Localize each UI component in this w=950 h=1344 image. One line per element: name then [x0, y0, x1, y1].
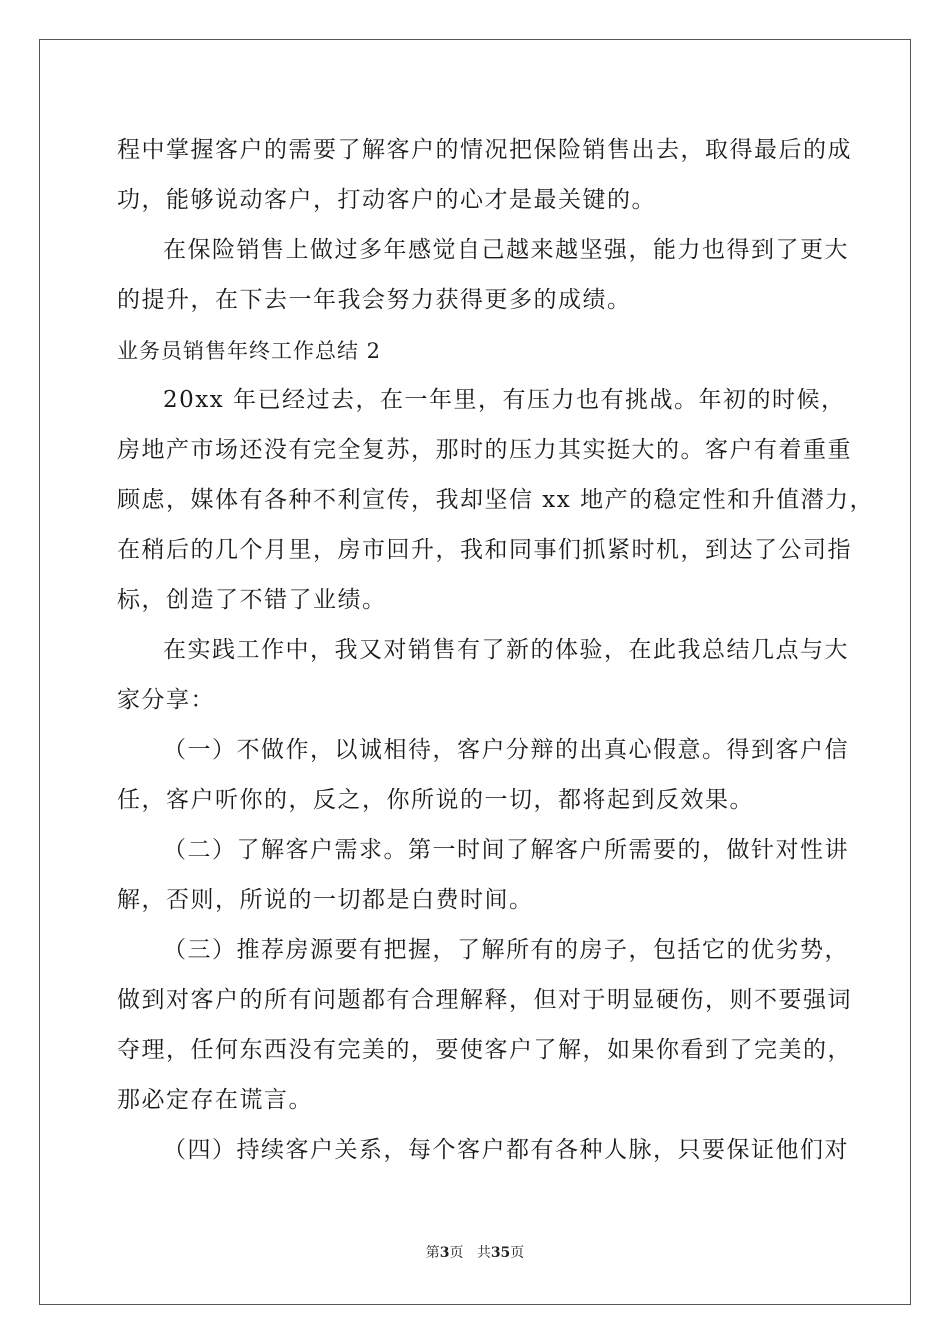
paragraph-start-line: 在实践工作中，我又对销售有了新的体验，在此我总结几点与大 [163, 637, 849, 663]
body-line: 标，创造了不错了业绩。 [117, 587, 387, 613]
paragraph-start-line: （四）持续客户关系，每个客户都有各种人脉，只要保证他们对 [163, 1137, 849, 1163]
page-footer [0, 1243, 950, 1263]
paragraph-start-line: 在保险销售上做过多年感觉自己越来越坚强，能力也得到了更大 [163, 237, 849, 263]
body-line: 的提升，在下去一年我会努力获得更多的成绩。 [117, 287, 632, 313]
body-line: 任，客户听你的，反之，你所说的一切，都将起到反效果。 [117, 787, 754, 813]
page-border [39, 39, 911, 1305]
body-line: 在稍后的几个月里，房市回升，我和同事们抓紧时机，到达了公司指 [117, 537, 852, 563]
section-heading: 业务员销售年终工作总结 2 [117, 339, 382, 363]
paragraph-start-line: 20xx 年已经过去，在一年里，有压力也有挑战。年初的时候， [163, 387, 846, 413]
body-line: 房地产市场还没有完全复苏，那时的压力其实挺大的。客户有着重重 [117, 437, 852, 463]
body-line: 那必定存在谎言。 [117, 1087, 313, 1113]
body-line: 功，能够说动客户，打动客户的心才是最关键的。 [117, 187, 656, 213]
footer-page-prefix: 第 [425, 1245, 440, 1261]
paragraph-start-line: （一）不做作，以诚相待，客户分辩的出真心假意。得到客户信 [163, 737, 849, 763]
footer-page-suffix: 页 [449, 1245, 464, 1261]
footer-total-suffix: 页 [510, 1245, 525, 1261]
footer-total-prefix: 共 [476, 1245, 491, 1261]
body-line: 家分享： [117, 687, 215, 713]
body-line: 顾虑，媒体有各种不利宣传，我却坚信 xx 地产的稳定性和升值潜力， [117, 487, 875, 513]
body-line: 做到对客户的所有问题都有合理解释，但对于明显硬伤，则不要强词 [117, 987, 852, 1013]
footer-total-pages: 35 [490, 1245, 511, 1261]
paragraph-start-line: （二）了解客户需求。第一时间了解客户所需要的，做针对性讲 [163, 837, 849, 863]
body-line: 解，否则，所说的一切都是白费时间。 [117, 887, 534, 913]
body-line: 夺理，任何东西没有完美的，要使客户了解，如果你看到了完美的， [117, 1037, 852, 1063]
body-line: 程中掌握客户的需要了解客户的情况把保险销售出去，取得最后的成 [117, 137, 852, 163]
paragraph-start-line: （三）推荐房源要有把握，了解所有的房子，包括它的优劣势， [163, 937, 849, 963]
footer-page-number: 3 [439, 1245, 450, 1261]
